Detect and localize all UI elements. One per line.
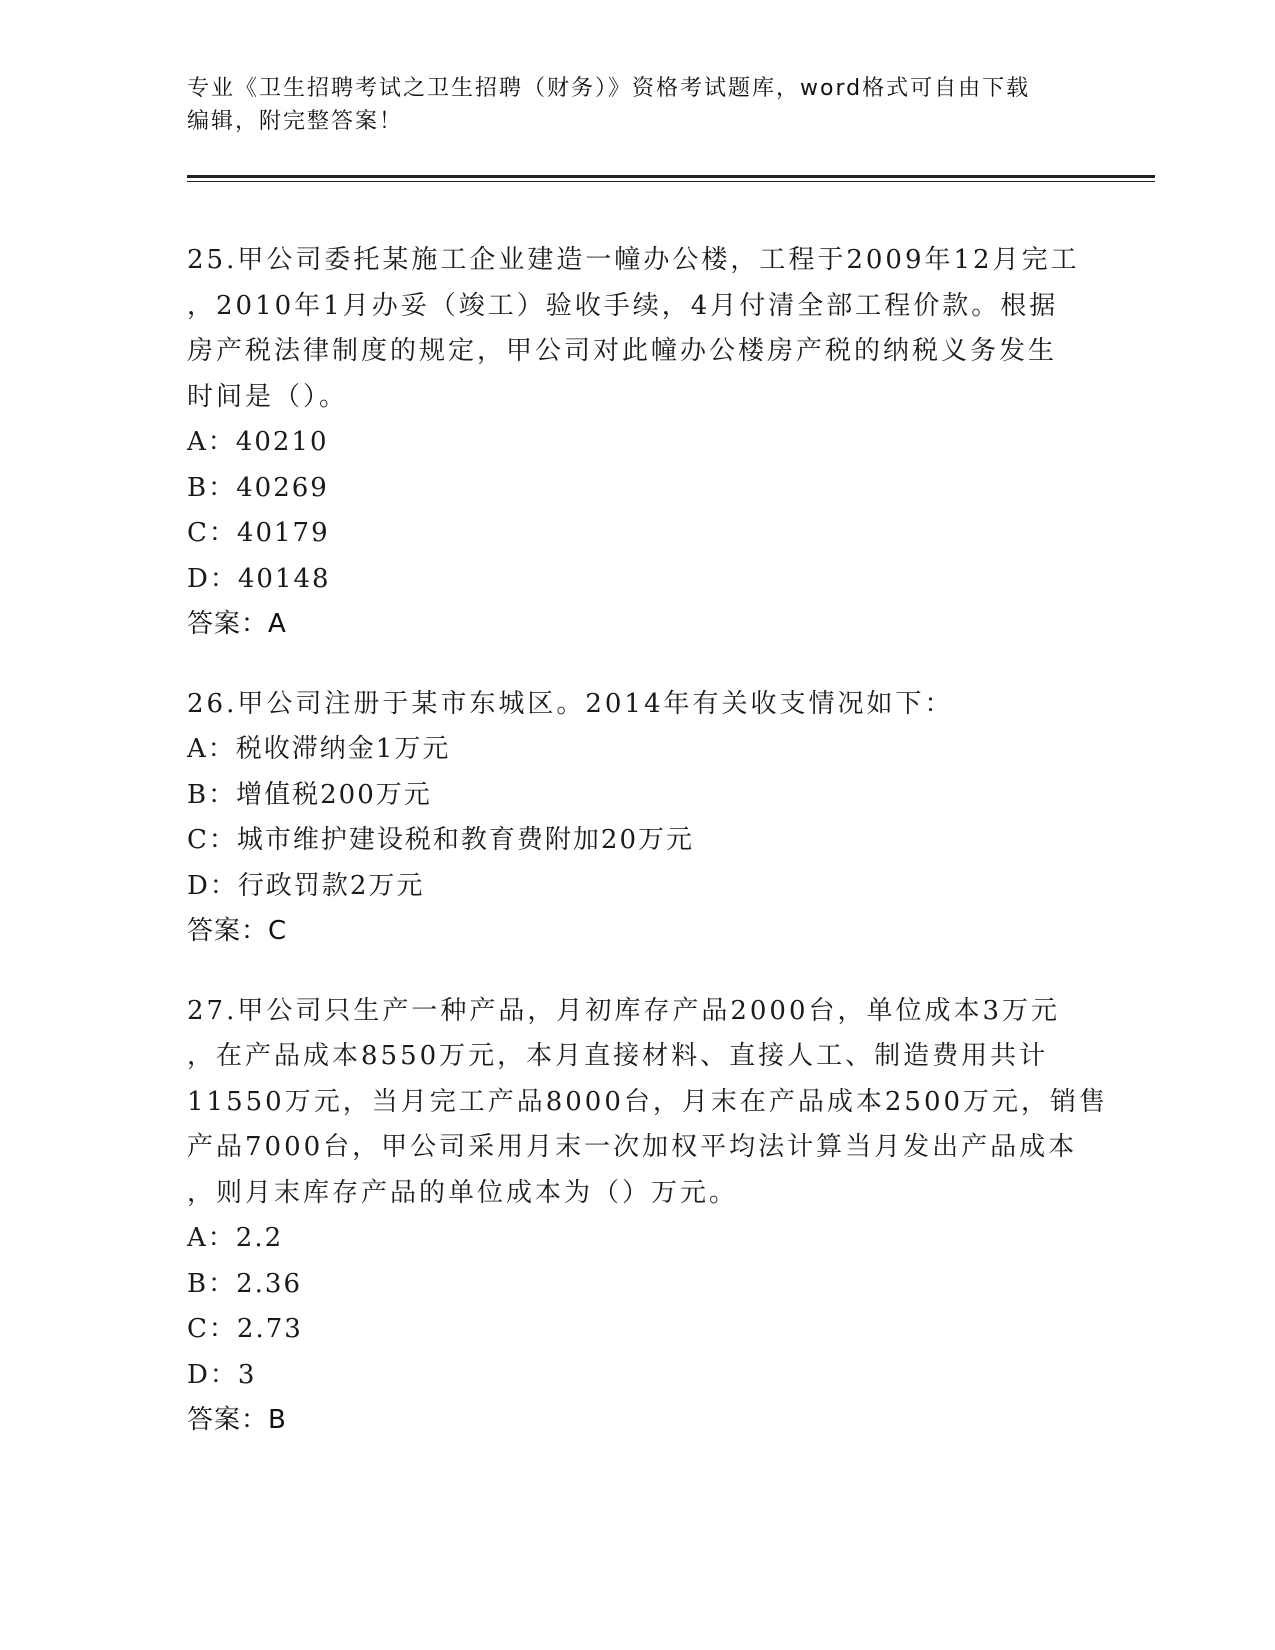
question-text-line: ，则月末库存产品的单位成本为（）万元。 (187, 1177, 739, 1208)
question-27 (187, 989, 1109, 1444)
answer-line: 答案：A (187, 609, 287, 639)
option-c (187, 511, 1087, 557)
option-c (187, 818, 1087, 864)
question-text-line: ，在产品成本8550万元，本月直接材料、直接人工、制造费用共计 (187, 1041, 1049, 1071)
option-text: 2.2 (235, 1223, 284, 1253)
option-text: 40179 (236, 518, 330, 548)
option-d (187, 1353, 1087, 1399)
option-a (187, 1216, 1087, 1262)
question-text-line: 房产税法律制度的规定，甲公司对此幢办公楼房产税的纳税义务发生 (187, 336, 1058, 366)
option-key: A： (187, 427, 236, 457)
option-text: 40269 (236, 472, 329, 503)
option-key: D： (187, 563, 238, 594)
question-list (187, 238, 1109, 1478)
option-key: C： (187, 825, 237, 855)
question-26 (187, 682, 1087, 955)
option-b (187, 466, 1087, 512)
header-divider-thin (187, 181, 1155, 182)
option-key: B： (187, 472, 237, 503)
question-text-line: ，2010年1月办妥（竣工）验收手续，4月付清全部工程价款。根据 (187, 290, 1059, 321)
header-divider-thick (187, 175, 1155, 178)
question-text-line: 11550万元，当月完工产品8000台，月末在产品成本2500万元，销售 (187, 1086, 1109, 1117)
option-key: D： (187, 1359, 238, 1390)
question-text-line: 27.甲公司只生产一种产品，月初库存产品2000台，单位成本3万元 (187, 995, 1061, 1026)
option-key: B： (187, 779, 237, 810)
question-text-line: 25.甲公司委托某施工企业建造一幢办公楼，工程于2009年12月完工 (187, 245, 1080, 275)
option-c (187, 1307, 1087, 1353)
option-text: 行政罚款2万元 (237, 870, 425, 901)
option-d (187, 864, 1087, 910)
option-key: C： (187, 1314, 237, 1344)
question-25 (187, 238, 1087, 648)
option-d (187, 557, 1087, 603)
option-a (187, 420, 1087, 466)
answer-line: 答案：B (187, 1405, 287, 1435)
option-text: 2.36 (236, 1268, 302, 1299)
option-text: 税收滞纳金1万元 (235, 734, 451, 764)
option-text: 城市维护建设税和教育费附加20万元 (236, 825, 694, 855)
option-text: 3 (237, 1359, 257, 1390)
option-text: 40148 (237, 563, 331, 594)
answer-line: 答案：C (187, 916, 288, 946)
option-text: 40210 (235, 427, 329, 457)
option-b (187, 1262, 1087, 1308)
option-key: B： (187, 1268, 237, 1299)
option-key: A： (187, 1223, 236, 1253)
option-a (187, 727, 1087, 773)
document-header (187, 72, 1087, 138)
option-key: A： (187, 734, 236, 764)
header-line: 编辑，附完整答案！ (187, 109, 404, 134)
header-line: 专业《卫生招聘考试之卫生招聘（财务）》资格考试题库，word格式可自由下载 (187, 76, 1031, 101)
option-b (187, 773, 1087, 819)
question-text-line: 产品7000台，甲公司采用月末一次加权平均法计算当月发出产品成本 (187, 1132, 1078, 1162)
question-text-line: 时间是（）。 (187, 381, 349, 412)
option-key: C： (187, 518, 237, 548)
question-text-line: 26.甲公司注册于某市东城区。2014年有关收支情况如下： (187, 688, 954, 719)
option-text: 增值税200万元 (236, 779, 432, 810)
option-key: D： (187, 870, 238, 901)
option-text: 2.73 (236, 1314, 303, 1344)
